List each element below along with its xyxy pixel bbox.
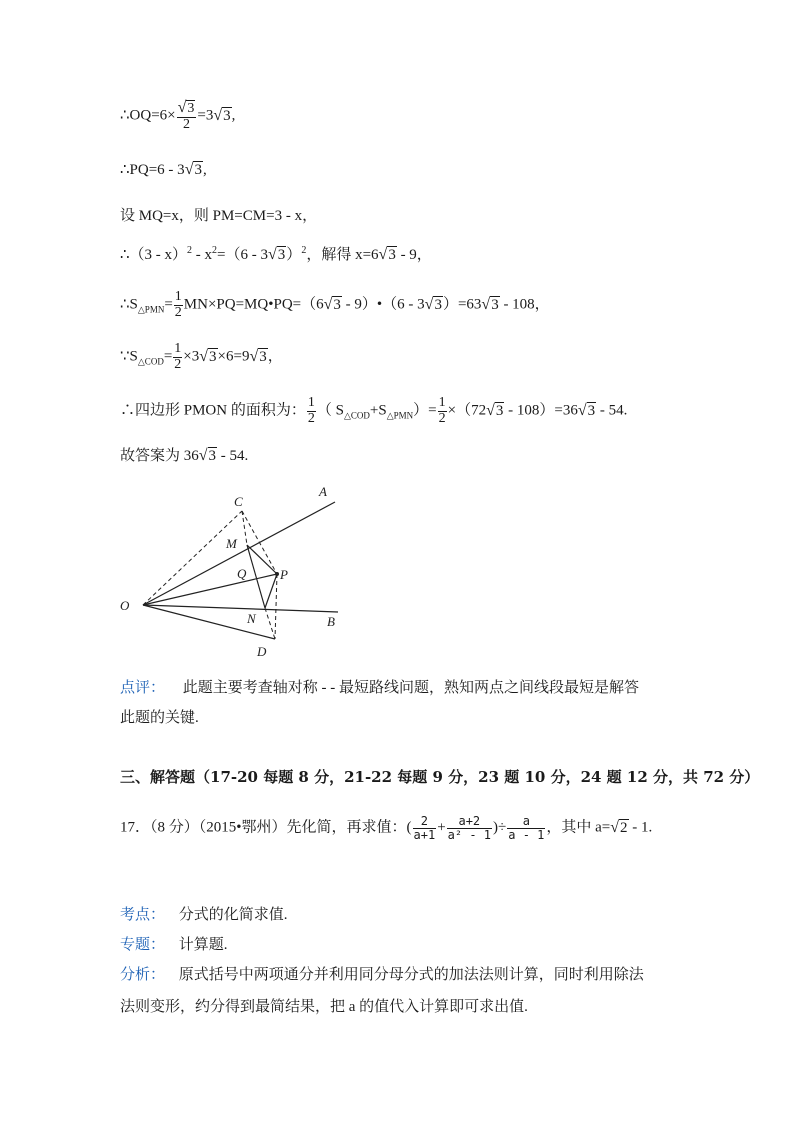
solution-line-oq: ∴OQ=6× $\frac{√3}{2}$ =3√3, xyxy=(120,99,236,132)
segment-pn xyxy=(265,574,277,608)
kaodian-label: 考点： xyxy=(120,907,166,923)
fraction: $\frac{1}{2}$ xyxy=(307,395,315,426)
solution-line-equation: ∴（3 - $x)^2 - x^2=(6 - 3√3)^2$，解得 x=6√3 - 9， xyxy=(120,245,432,263)
fraction: $\frac{a}{a - 1}$ xyxy=(508,814,545,842)
solution-line-mq: 设 MQ=x，则 PM=CM=3 - x， xyxy=(120,208,318,224)
label-o: O xyxy=(120,598,130,613)
fenxi-line-1: 分析： 原式括号中两项通分并利用同分母分式的加法法则计算，同时利用除法 xyxy=(120,967,644,983)
point-p xyxy=(275,572,279,576)
label-m: M xyxy=(226,536,237,551)
dashed-oc xyxy=(143,511,242,605)
dashed-cp xyxy=(242,511,277,574)
label-d: D xyxy=(257,644,267,659)
fraction: $\frac{1}{2}$ xyxy=(174,289,182,320)
sqrt: √3 xyxy=(184,161,202,178)
solution-line-scod: $\because S_{\triangle COD}=$ $\frac{1}{2}$ ×3√3×6=9√3， xyxy=(120,341,283,372)
solution-line-area: ∴四边形 PMON 的面积为： $\frac{1}{2}$ （ $S_{\triangle COD}+S_{\triangle PMN})=$ $\frac{1}{2}$ ×（72√3 - 108）=36√3 - 54. xyxy=(120,395,628,426)
zhuanti-label: 专题： xyxy=(120,937,166,953)
sqrt: √3 xyxy=(213,106,231,124)
comment-line-1: 点评： 此题主要考查轴对称 - - 最短路线问题，熟知两点之间线段最短是解答 xyxy=(120,680,640,696)
label-c: C xyxy=(234,494,243,509)
fenxi-label: 分析： xyxy=(120,967,166,983)
dashed-cm xyxy=(242,511,247,545)
label-p: P xyxy=(280,567,288,582)
label-q: Q xyxy=(237,566,247,581)
ray-oa xyxy=(143,502,335,605)
dashed-pd xyxy=(275,574,277,639)
label-n: N xyxy=(247,611,256,626)
comment-line-2: 此题的关键. xyxy=(120,710,199,726)
comment-label: 点评： xyxy=(120,680,166,696)
dashed-nd xyxy=(265,608,275,639)
solution-line-pq: ∴PQ=6 - 3√3, xyxy=(120,161,207,178)
section-heading: 三、解答题（17-20 每题 8 分，21-22 每题 9 分，23 题 10 分，24 题 12 分，共 72 分） xyxy=(120,768,760,786)
label-a: A xyxy=(319,484,327,499)
solution-line-answer: 故答案为 36√3 - 54. xyxy=(120,447,249,464)
fraction: $\frac{1}{2}$ xyxy=(174,341,182,372)
fraction: $\frac{1}{2}$ xyxy=(438,395,446,426)
zhuanti-line: 专题： 计算题. xyxy=(120,937,228,953)
problem-17: 17．（8 分）（2015•鄂州）先化简，再求值：( $\frac{2}{a+1}$ + $\frac{a+2}{\text{a² - 1}}$ )÷ $\frac{a}{a - 1}$ ，其中 a=√2 - 1. xyxy=(120,814,653,842)
fraction: $\frac{√3}{2}$ xyxy=(177,99,195,132)
fenxi-line-2: 法则变形，约分得到最简结果，把 a 的值代入计算即可求出值. xyxy=(120,999,528,1015)
geometry-diagram xyxy=(110,478,370,663)
label-b: B xyxy=(327,614,335,629)
fraction: $\frac{a+2}{\text{a² - 1}}$ xyxy=(447,814,492,842)
ray-ob xyxy=(143,605,338,612)
solution-line-spmn: $\therefore S_{\triangle PMN}=$ $\frac{1}{2}$ MN×PQ=MQ•PQ=（6√3 - 9）•（6 - 3√3）=63√3 - 108， xyxy=(120,289,550,320)
fraction: $\frac{2}{a+1}$ xyxy=(413,814,436,842)
kaodian-line: 考点： 分式的化简求值. xyxy=(120,907,288,923)
